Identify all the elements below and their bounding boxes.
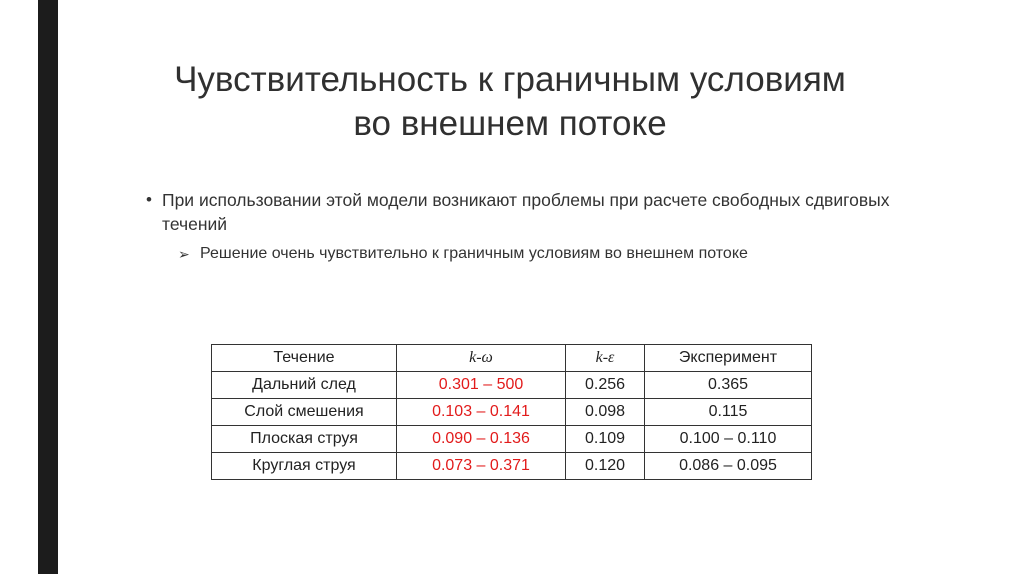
table-cell: 0.100 – 0.110 [645,426,812,453]
title-line-2: во внешнем потоке [353,104,667,143]
table-cell-highlight: 0.090 – 0.136 [397,426,566,453]
table-cell: 0.115 [645,399,812,426]
bullet-text: При использовании этой модели возникают проблемы при расчете свободных сдвиговых течений [162,190,890,234]
table-header-row [212,345,812,372]
table-cell: 0.109 [566,426,645,453]
table-row [212,399,812,426]
table-row [212,426,812,453]
table-row [212,453,812,480]
slide-title [60,58,960,146]
header-cell-k-epsilon: k-ε [566,345,645,372]
sub-bullet-text: Решение очень чувствительно к граничным условиям во внешнем потоке [200,245,748,262]
table-cell: Слой смешения [212,399,397,426]
sub-bullet-item [178,244,906,264]
table-cell-highlight: 0.073 – 0.371 [397,453,566,480]
title-line-1: Чувствительность к граничным условиям [174,60,846,99]
table-cell: 0.098 [566,399,645,426]
table-cell: 0.086 – 0.095 [645,453,812,480]
header-cell-flow: Течение [212,345,397,372]
table-cell: Круглая струя [212,453,397,480]
arrow-bullet-icon: ➢ [178,246,190,262]
table-row [212,372,812,399]
table-cell-highlight: 0.301 – 500 [397,372,566,399]
table-cell: Плоская струя [212,426,397,453]
table-cell: 0.256 [566,372,645,399]
bullet-dot-icon: • [146,190,152,209]
table-cell: 0.365 [645,372,812,399]
table-cell-highlight: 0.103 – 0.141 [397,399,566,426]
left-accent-bar [38,0,58,574]
table-cell: Дальний след [212,372,397,399]
bullet-list [146,188,906,264]
header-cell-experiment: Эксперимент [645,345,812,372]
bullet-item [146,188,906,236]
header-cell-k-omega: k-ω [397,345,566,372]
table-cell: 0.120 [566,453,645,480]
results-table [211,344,812,480]
